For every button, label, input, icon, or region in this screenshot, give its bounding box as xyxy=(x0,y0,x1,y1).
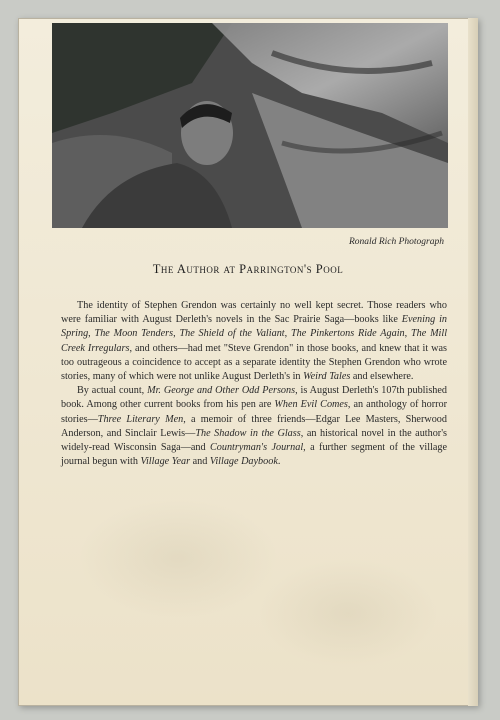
text-run: The identity of Stephen Grendon was certainly no well kept secret. Those readers who were familiar with August Derleth's novels in the Sac Prairie Saga—books like xyxy=(61,300,447,326)
text-run: , an anthology of horror stories— xyxy=(61,399,447,425)
paragraph-1 xyxy=(61,299,447,384)
text-run: , xyxy=(88,328,95,340)
book-title: Countryman's Journal xyxy=(209,442,304,454)
book-title: The Pinkertons Ride Again xyxy=(290,328,405,340)
photo-credit: Ronald Rich Photograph xyxy=(349,237,444,247)
book-title: The Shield of the Valiant xyxy=(179,328,285,340)
book-title: Weird Tales xyxy=(303,371,351,383)
text-run: , xyxy=(404,328,411,340)
book-title: Village Year xyxy=(140,456,191,468)
author-photo xyxy=(52,23,448,228)
blurb-text xyxy=(61,299,447,469)
book-title: Mr. George and Other Odd Persons xyxy=(147,385,296,397)
text-run: , xyxy=(284,328,291,340)
text-run: , an historical novel in the author's widely-read Wisconsin Saga—and xyxy=(61,427,447,454)
paper-stain xyxy=(258,558,438,668)
text-run: , xyxy=(173,328,180,340)
text-run: , and others—had met "Steve Grendon" in those books, and knew that it was too outrageous a coincidence to accept as a separate identity the Stephen Grendon who wrote stories, many of which were not unlike August Derleth's in xyxy=(61,342,447,383)
paper-stain xyxy=(78,498,278,618)
text-run: By actual count, xyxy=(77,385,148,397)
book-title: When Evil Comes xyxy=(274,399,348,411)
book-title: The Moon Tenders xyxy=(94,328,174,340)
text-run: , a memoir of three friends—Edgar Lee Masters, Sherwood Anderson, and Sinclair Lewis— xyxy=(61,413,447,439)
text-run: , a further segment of the village journal begun with xyxy=(61,442,447,468)
paragraph-2 xyxy=(61,384,447,469)
text-run: and xyxy=(190,456,210,468)
book-title: Village Daybook xyxy=(209,456,278,468)
text-run: and elsewhere. xyxy=(350,371,414,383)
text-run: . xyxy=(277,456,281,468)
author-photo-image xyxy=(52,23,448,228)
spine-edge xyxy=(468,18,478,706)
dust-jacket-back xyxy=(18,18,478,706)
text-run: , is August Derleth's 107th published book. Among other current books from his pen are xyxy=(61,385,447,411)
book-title: Three Literary Men xyxy=(97,413,184,425)
book-title: The Mill Creek Irregulars xyxy=(61,328,448,354)
book-title: Evening in Spring xyxy=(61,314,447,340)
book-title: The Shadow in the Glass xyxy=(195,427,301,439)
photo-caption: The Author at Parrington's Pool xyxy=(152,262,344,276)
